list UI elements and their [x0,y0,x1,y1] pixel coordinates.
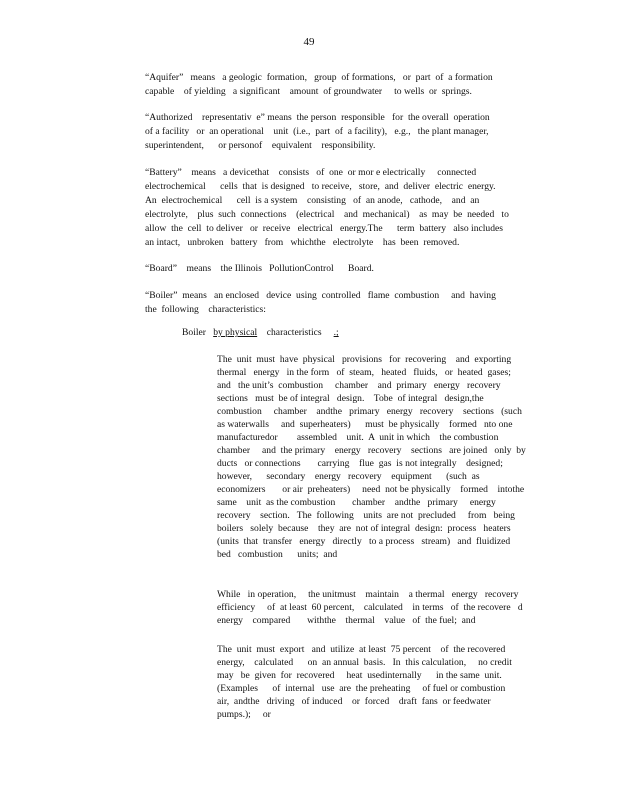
text-line: (units that transfer energy directly to a process stream) and fluidized [217,536,511,547]
subheading-prefix: Boiler [182,327,214,338]
text-line: While in operation, the unitmust maintain a thermal energy recovery [217,589,519,600]
text-line: ducts or connections carrying flue gas is not integrally designed; [217,458,503,469]
text-line: the following characteristics: [145,304,266,315]
text-line: energy compared withthe thermal value of the fuel; and [217,615,476,626]
text-line: “Boiler” means an enclosed device using controlled flame combustion and having [145,290,496,301]
text-line: economizers or air preheaters) need not be physically formed intothe [217,484,525,495]
text-line: The unit must have physical provisions for recovering and exporting [217,354,512,365]
subheading-middle: characteristics [257,327,334,338]
text-line: superintendent, or personof equivalent responsibility. [145,140,376,151]
text-line: electrochemical cells that is designed to receive, store, and deliver electric energy. [145,181,496,192]
subheading-underlined-text: by physical [213,327,258,338]
text-line: electrolyte, plus such connections (electrical and mechanical) as may be needed to [145,209,509,220]
text-line: sections must be of integral design. Tobe of integral design,the [217,393,484,404]
text-line: pumps.); or [217,709,271,720]
text-line: boilers solely because they are not of integral design: process heaters [217,523,511,534]
text-line: The unit must export and utilize at least 75 percent of the recovered [217,644,506,655]
text-line: energy, calculated on an annual basis. In this calculation, no credit [217,657,512,668]
text-line: An electrochemical cell is a system consisting of an anode, cathode, and an [145,195,480,206]
text-line: combustion chamber andthe primary energy recovery sections (such [217,406,522,417]
text-line: however, secondary energy recovery equipment (such as [217,471,480,482]
text-line: bed combustion units; and [217,549,338,560]
text-line: “Aquifer” means a geologic formation, group of formations, or part of a formation [145,72,493,83]
text-line: “Authorized representativ e” means the person responsible for the overall operation [145,112,490,123]
subheading-suffix: .; [333,327,339,338]
text-line: (Examples of internal use are the preheating of fuel or combustion [217,683,506,694]
text-line: allow the cell to deliver or receive electrical energy.The term battery also includes [145,223,504,234]
text-line: of a facility or an operational unit (i.e., part of a facility), e.g., the plant manager, [145,126,489,137]
text-line: thermal energy in the form of steam, heated fluids, or heated gases; [217,367,511,378]
text-line: recovery section. The following units are not precluded from being [217,510,515,521]
text-line: manufacturedor assembled unit. A unit in which the combustion [217,432,499,443]
text-line: “Board” means the Illinois PollutionControl Board. [145,263,374,274]
text-line: efficiency of at least 60 percent, calculated in terms of the recovere d [217,602,523,613]
boiler-subheading [182,327,339,339]
page-number: 49 [303,36,315,48]
text-line: may be given for recovered heat usedinternally in the same unit. [217,670,502,681]
text-line: chamber and the primary energy recovery sections are joined only by [217,445,526,456]
text-line: capable of yielding a significant amount of groundwater to wells or springs. [145,86,472,97]
text-line: an intact, unbroken battery from whichthe electrolyte has been removed. [145,237,460,248]
text-line: and the unit’s combustion chamber and primary energy recovery [217,380,501,391]
text-line: same unit as the combustion chamber andthe primary energy [217,497,496,508]
text-line: “Battery” means a devicethat consists of one or mor e electrically connected [145,167,477,178]
text-line: as waterwalls and superheaters) must be physically formed nto one [217,419,513,430]
text-line: air, andthe driving of induced or forced draft fans or feedwater [217,696,491,707]
